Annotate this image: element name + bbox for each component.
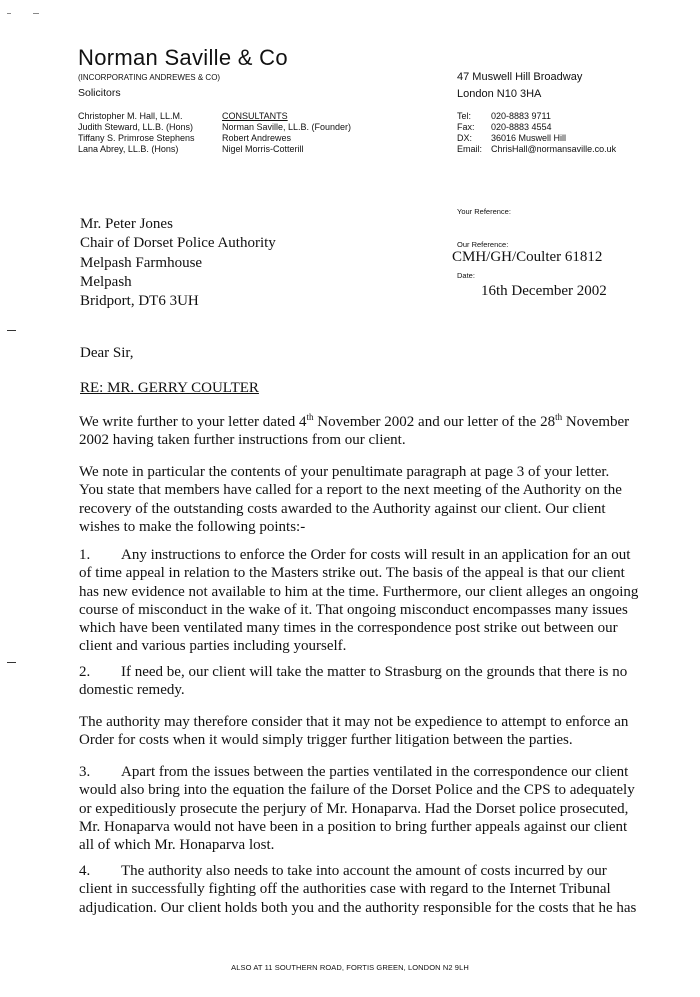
text-line: You state that members have called for a report to the next meeting of the Authority on the bbox=[79, 482, 622, 499]
footer-branch-address: ALSO AT 11 SOUTHERN ROAD, FORTIS GREEN, LONDON N2 9LH bbox=[231, 963, 469, 972]
recipient-address bbox=[80, 215, 276, 311]
recipient-line: Mr. Peter Jones bbox=[80, 216, 173, 232]
ordinal: th bbox=[306, 412, 314, 422]
text: The authority also needs to take into account the amount of costs incurred by our bbox=[121, 863, 607, 879]
scan-speck bbox=[7, 13, 11, 14]
subject-line: RE: MR. GERRY COULTER bbox=[80, 380, 259, 396]
paragraph-expedience bbox=[79, 713, 639, 750]
contact-fax bbox=[457, 122, 616, 133]
text-line: wishes to make the following points:- bbox=[79, 518, 306, 535]
salutation: Dear Sir, bbox=[80, 345, 134, 361]
contact-label: DX: bbox=[457, 133, 473, 143]
text-line: of time appeal in relation to the Masters strike out. The basis of the appeal is that our client bbox=[79, 565, 625, 582]
contact-label: Fax: bbox=[457, 122, 475, 132]
contact-dx bbox=[457, 133, 616, 144]
consultant-name: Norman Saville, LL.B. (Founder) bbox=[222, 122, 352, 132]
address-line: London N10 3HA bbox=[457, 88, 542, 100]
date-label: Date: bbox=[457, 271, 475, 280]
firm-name: Norman Saville & Co bbox=[78, 45, 288, 70]
partner-name: Tiffany S. Primrose Stephens bbox=[78, 133, 195, 143]
paragraph-intro bbox=[79, 413, 639, 450]
text-line: The authority may therefore consider that it may not be expedience to attempt to enforce an bbox=[79, 714, 629, 730]
consultant-name: Nigel Morris-Cotterill bbox=[222, 144, 304, 154]
partners-list bbox=[78, 111, 195, 155]
recipient-line: Melpash Farmhouse bbox=[80, 254, 203, 271]
text-line: would also bring into the equation the failure of the Dorset Police and the CPS to adequately bbox=[79, 782, 635, 799]
contact-tel bbox=[457, 111, 616, 122]
paragraph-note bbox=[79, 463, 639, 536]
letter-date: 16th December 2002 bbox=[481, 283, 607, 299]
fold-mark bbox=[7, 330, 16, 331]
recipient-line: Melpash bbox=[80, 273, 132, 290]
point-number: 2. bbox=[79, 664, 91, 680]
firm-incorporating: (INCORPORATING ANDREWES & CO) bbox=[78, 73, 221, 82]
text-line: all of which Mr. Honaparva lost. bbox=[79, 837, 275, 854]
text: We write further to your letter dated 4 bbox=[79, 414, 307, 430]
partner-name: Christopher M. Hall, LL.M. bbox=[78, 111, 183, 121]
point-number: 1. bbox=[79, 547, 91, 563]
text-line: adjudication. Our client holds both you and the authority responsible for the costs that he has bbox=[79, 899, 637, 916]
text-line: Order for costs when it would simply trigger further litigation between the parties. bbox=[79, 732, 573, 749]
point-number: 3. bbox=[79, 764, 91, 780]
paragraph-point-1 bbox=[79, 546, 639, 656]
contact-details bbox=[457, 111, 616, 155]
our-reference-label: Our Reference: bbox=[457, 240, 509, 249]
scan-speck bbox=[33, 13, 39, 14]
text: November bbox=[562, 414, 630, 430]
text: If need be, our client will take the matter to Strasburg on the grounds that there is no bbox=[121, 664, 628, 680]
text-line: We note in particular the contents of your penultimate paragraph at page 3 of your letter. bbox=[79, 464, 610, 480]
text-line: has new evidence not available to him at the time. Furthermore, our client alleges an ongoing bbox=[79, 583, 639, 600]
text-line: which have been ventilated many times in the correspondence post strike out between our bbox=[79, 620, 618, 637]
contact-label: Email: bbox=[457, 144, 483, 154]
firm-type: Solicitors bbox=[78, 87, 121, 99]
contact-email bbox=[457, 144, 616, 155]
text-line: Mr. Honaparva would not have been in a position to bring further appeals against our client bbox=[79, 818, 628, 835]
our-reference-value: CMH/GH/Coulter 61812 bbox=[452, 249, 603, 265]
ordinal: th bbox=[555, 412, 563, 422]
text-line: recovery of the outstanding costs awarded to the Authority against our client. Our client bbox=[79, 500, 606, 517]
fold-mark bbox=[7, 662, 16, 663]
paragraph-point-2 bbox=[79, 663, 639, 700]
text-line: course of misconduct in the wake of it. That ongoing misconduct encompasses many issues bbox=[79, 601, 628, 618]
consultants-heading: CONSULTANTS bbox=[222, 111, 288, 121]
partner-name: Judith Steward, LL.B. (Hons) bbox=[78, 122, 194, 132]
text-line: or expeditiously prosecute the perjury of Mr. Honaparva. Had the Dorset police prosecuted, bbox=[79, 800, 629, 817]
firm-address bbox=[457, 69, 582, 103]
text-line: client in successfully fighting off the authorities case with regard to the Internet Tribunal bbox=[79, 881, 611, 898]
address-line: 47 Muswell Hill Broadway bbox=[457, 71, 583, 83]
text: Apart from the issues between the parties ventilated in the correspondence our client bbox=[121, 764, 629, 780]
recipient-line: Bridport, DT6 3UH bbox=[80, 293, 199, 310]
your-reference-label: Your Reference: bbox=[457, 207, 511, 216]
point-number: 4. bbox=[79, 863, 91, 879]
contact-value: 020-8883 9711 bbox=[491, 111, 551, 121]
consultant-name: Robert Andrewes bbox=[222, 133, 292, 143]
contact-value: ChrisHall@normansaville.co.uk bbox=[491, 144, 617, 154]
text-line: 2002 having taken further instructions from our client. bbox=[79, 432, 406, 449]
contact-value: 020-8883 4554 bbox=[491, 122, 552, 132]
partner-name: Lana Abrey, LL.B. (Hons) bbox=[78, 144, 179, 154]
contact-value: 36016 Muswell Hill bbox=[491, 133, 567, 143]
text-line: domestic remedy. bbox=[79, 682, 185, 699]
text: November 2002 and our letter of the 28 bbox=[313, 414, 556, 430]
contact-label: Tel: bbox=[457, 111, 472, 121]
text-line: client and various parties including yourself. bbox=[79, 638, 347, 655]
paragraph-point-4 bbox=[79, 862, 639, 917]
text: Any instructions to enforce the Order for costs will result in an application for an out bbox=[121, 547, 631, 563]
paragraph-point-3 bbox=[79, 763, 639, 854]
consultants-list bbox=[222, 111, 351, 155]
recipient-line: Chair of Dorset Police Authority bbox=[80, 235, 276, 252]
